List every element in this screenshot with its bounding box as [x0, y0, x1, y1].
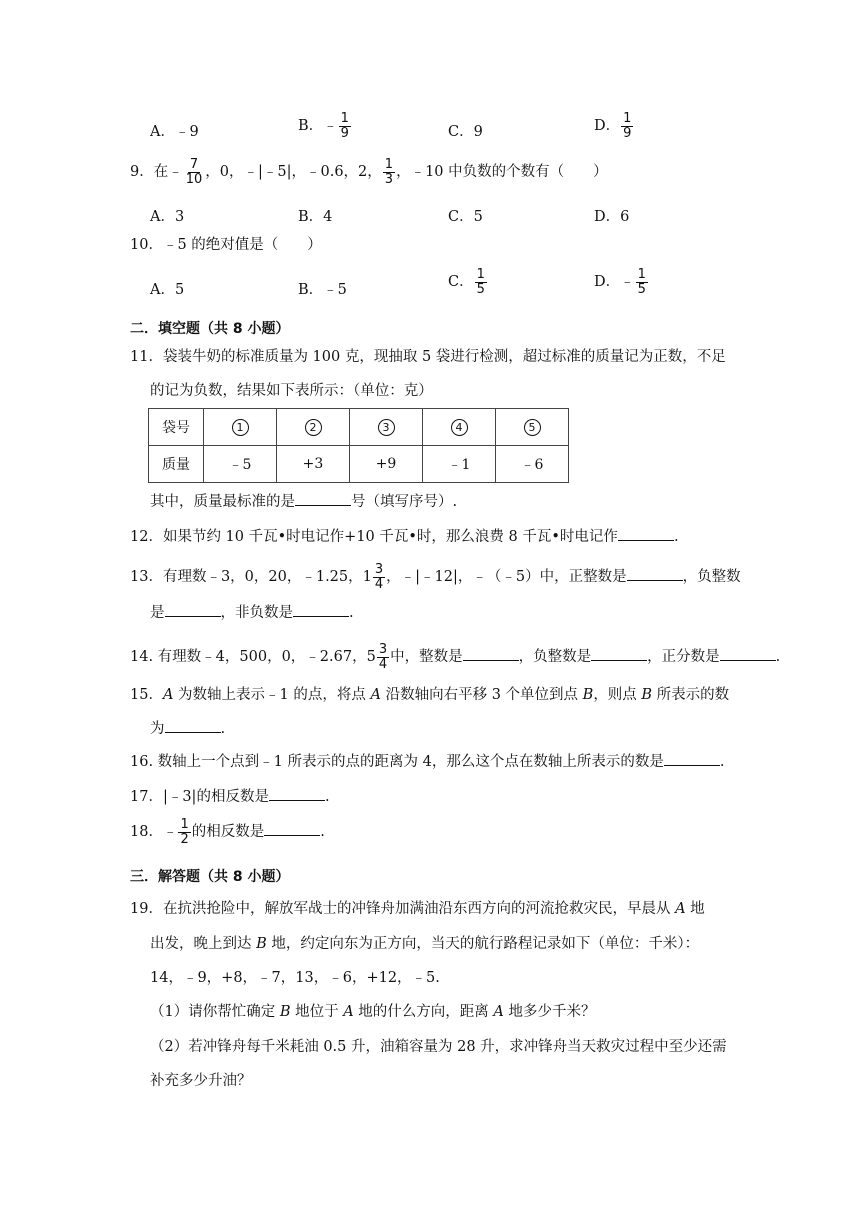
question-14	[130, 643, 780, 671]
fraction-numerator: 1	[623, 111, 632, 126]
place-a-label: A	[343, 1004, 354, 1020]
q13-line-2	[150, 606, 354, 621]
q15-text-2: 为数轴上表示﹣1 的点，将点	[173, 687, 371, 703]
q15-text-1: 15．	[130, 687, 163, 703]
q11-line-3	[150, 495, 457, 510]
q19-text-7: 地的什么方向，距离	[353, 1004, 494, 1020]
question-12	[130, 530, 679, 545]
q17-text: 17．|﹣3|的相反数是	[130, 789, 269, 805]
fraction-numerator: 3	[374, 562, 384, 577]
q9-option-b: B．4	[298, 209, 333, 225]
table-cell: ﹣1	[423, 446, 496, 483]
place-a-label: A	[493, 1004, 504, 1020]
q19-text-6: 地位于	[290, 1004, 344, 1020]
place-a-label: A	[675, 901, 686, 917]
q8-option-b-prefix: B．﹣	[298, 118, 338, 135]
answer-blank	[264, 834, 320, 836]
q19-text-4: 地，约定向东为正方向，当天的航行路程记录如下（单位：千米）：	[266, 936, 700, 952]
table-cell	[204, 409, 277, 446]
q18-text-1: 18．﹣	[130, 824, 178, 841]
fraction-numerator: 1	[476, 267, 485, 282]
q14-text-3: ，负整数是	[518, 649, 592, 666]
q8-option-d	[594, 112, 634, 140]
bag-number: 1	[232, 419, 249, 436]
q9-option-a: A．3	[150, 209, 185, 225]
fraction	[178, 818, 190, 846]
q18-end: .	[320, 824, 325, 841]
answer-blank	[269, 799, 325, 801]
q19-text-5: （1）请你帮忙确定	[150, 1004, 280, 1020]
q15-text-5: 所表示的数	[652, 687, 730, 703]
fraction-denominator: 4	[374, 576, 384, 592]
table-cell: +9	[350, 446, 423, 483]
answer-blank	[591, 659, 647, 661]
table-cell	[496, 409, 569, 446]
q13-text-3: ，负整数	[682, 569, 741, 586]
answer-blank	[463, 659, 519, 661]
fraction-numerator: 3	[378, 642, 388, 657]
q16-text: 16. 数轴上一个点到﹣1 所表示的点的距离为 4，那么这个点在数轴上所表示的数是	[130, 754, 664, 770]
q15-end: .	[220, 721, 226, 737]
q10-option-c	[448, 268, 488, 296]
section-heading-fill-in: 二．填空题（共 8 小题）	[130, 321, 290, 337]
fraction-denominator: 5	[476, 281, 485, 297]
table-cell	[350, 409, 423, 446]
question-17	[130, 790, 330, 805]
q14-text-1: 14. 有理数﹣4，500，0，﹣2.67，5	[130, 649, 376, 666]
q13-text-1: 13．有理数﹣3，0，20，﹣1.25，1	[130, 569, 372, 586]
q13-text-5: ，非负数是	[220, 605, 293, 621]
q15-text-6: 为	[150, 721, 165, 737]
table-header-cell: 质量	[149, 446, 204, 483]
question-16	[130, 755, 724, 770]
point-b-label: B	[582, 687, 594, 703]
question-13	[130, 563, 741, 591]
fraction-denominator: 5	[637, 281, 646, 297]
q9-text-1: 9．在﹣	[130, 164, 183, 181]
q17-end: .	[324, 789, 330, 805]
table-cell: ﹣5	[204, 446, 277, 483]
answer-blank	[664, 764, 720, 766]
place-b-label: B	[279, 1004, 291, 1020]
q14-text-2: 中，整数是	[390, 649, 463, 666]
table-header-cell: 袋号	[149, 409, 204, 446]
q12-text: 12．如果节约 10 千瓦•时电记作+10 千瓦•时，那么浪费 8 千瓦•时电记作	[130, 529, 618, 545]
q19-line-1	[130, 902, 705, 917]
q19-line-3: 14，﹣9，+8，﹣7，13，﹣6，+12，﹣5.	[150, 970, 440, 986]
fraction	[377, 643, 389, 671]
q14-text-4: ，正分数是	[647, 649, 720, 666]
q11-text-1: 其中，质量最标准的是	[150, 494, 295, 510]
answer-blank	[295, 504, 351, 506]
fraction-denominator: 9	[623, 125, 632, 141]
q14-end: .	[775, 649, 781, 666]
q9-option-d: D．6	[594, 209, 630, 225]
point-b-label: B	[641, 687, 653, 703]
fraction-denominator: 4	[378, 656, 388, 672]
q8-option-c: C．9	[448, 124, 483, 140]
q15-line-2	[150, 722, 225, 737]
question-9	[130, 158, 608, 186]
fraction-numerator: 1	[340, 111, 349, 126]
q15-text-4: ，则点	[593, 687, 642, 703]
q19-line-4	[150, 1005, 596, 1020]
q13-text-4: 是	[150, 605, 165, 621]
q19-text-2: 地	[685, 901, 705, 917]
q19-text-3: 出发，晚上到达	[150, 936, 257, 952]
q16-end: .	[719, 754, 725, 770]
fraction	[373, 563, 385, 591]
q19-line-6: 补充多少升油？	[150, 1073, 252, 1089]
q10-option-d-prefix: D．﹣	[594, 274, 635, 291]
q18-text-2: 的相反数是	[191, 824, 265, 841]
fraction	[636, 268, 648, 296]
answer-blank	[165, 731, 221, 733]
q9-text-2: ，0，﹣|﹣5|，﹣0.6，2，	[205, 164, 382, 181]
table-cell	[423, 409, 496, 446]
fraction	[184, 158, 205, 186]
table-row	[149, 446, 569, 483]
q10-option-b: B．﹣5	[298, 282, 347, 298]
q12-end: .	[673, 529, 679, 545]
fraction-numerator: 1	[180, 817, 189, 832]
fraction-numerator: 1	[384, 157, 394, 172]
fraction-numerator: 7	[189, 157, 199, 172]
point-a-label: A	[162, 687, 174, 703]
q19-line-2	[150, 937, 699, 952]
fraction	[475, 268, 487, 296]
fraction-numerator: 1	[637, 267, 646, 282]
q15-text-3: 沿数轴向右平移 3 个单位到点	[380, 687, 583, 703]
q8-option-a: A．﹣9	[150, 124, 199, 140]
q9-option-c: C．5	[448, 209, 483, 225]
table-cell: +3	[277, 446, 350, 483]
q11-text-2: 号（填写序号）.	[351, 494, 458, 510]
q19-text-8: 地多少千米？	[503, 1004, 596, 1020]
table-cell: ﹣6	[496, 446, 569, 483]
place-b-label: B	[256, 936, 267, 952]
point-a-label: A	[370, 687, 381, 703]
q13-text-2: ，﹣|﹣12|，﹣（﹣5）中，正整数是	[386, 569, 627, 586]
fraction-denominator: 2	[180, 831, 189, 847]
answer-blank	[720, 659, 776, 661]
question-15	[130, 688, 729, 703]
bag-number: 4	[451, 419, 468, 436]
question-10: 10．﹣5 的绝对值是（ ）	[130, 237, 322, 253]
q13-end: .	[349, 605, 354, 621]
q19-line-5: （2）若冲锋舟每千米耗油 0.5 升，油箱容量为 28 升，求冲锋舟当天救灾过程中至少还需	[150, 1039, 727, 1055]
answer-blank	[627, 579, 683, 581]
q19-text-1: 19．在抗洪抢险中，解放军战士的冲锋舟加满油沿东西方向的河流抢救灾民，早晨从	[130, 901, 676, 917]
fraction	[339, 112, 351, 140]
q11-line-2: 的记为负数，结果如下表所示：（单位：克）	[150, 383, 433, 399]
section-heading-solutions: 三．解答题（共 8 小题）	[130, 869, 290, 885]
fraction	[621, 112, 633, 140]
table-cell	[277, 409, 350, 446]
fraction-denominator: 9	[340, 125, 349, 141]
answer-blank	[618, 539, 674, 541]
q8-option-d-prefix: D．	[594, 118, 621, 135]
q10-option-d	[594, 268, 649, 296]
fraction	[383, 158, 395, 186]
fraction-denominator: 3	[384, 171, 394, 187]
bag-number: 5	[524, 419, 541, 436]
answer-blank	[293, 615, 349, 617]
bag-number: 2	[305, 419, 322, 436]
answer-blank	[165, 615, 221, 617]
q9-text-3: ，﹣10 中负数的个数有（ ）	[396, 164, 608, 181]
table-row	[149, 409, 569, 446]
q11-line-1: 11．袋装牛奶的标准质量为 100 克，现抽取 5 袋进行检测，超过标准的质量记为正数，不足	[130, 349, 726, 365]
milk-quality-table	[148, 408, 569, 483]
q10-option-c-prefix: C．	[448, 274, 474, 291]
bag-number: 3	[378, 419, 395, 436]
q8-option-b	[298, 112, 352, 140]
fraction-denominator: 10	[185, 171, 203, 187]
question-18	[130, 818, 325, 846]
q10-option-a: A．5	[150, 282, 185, 298]
